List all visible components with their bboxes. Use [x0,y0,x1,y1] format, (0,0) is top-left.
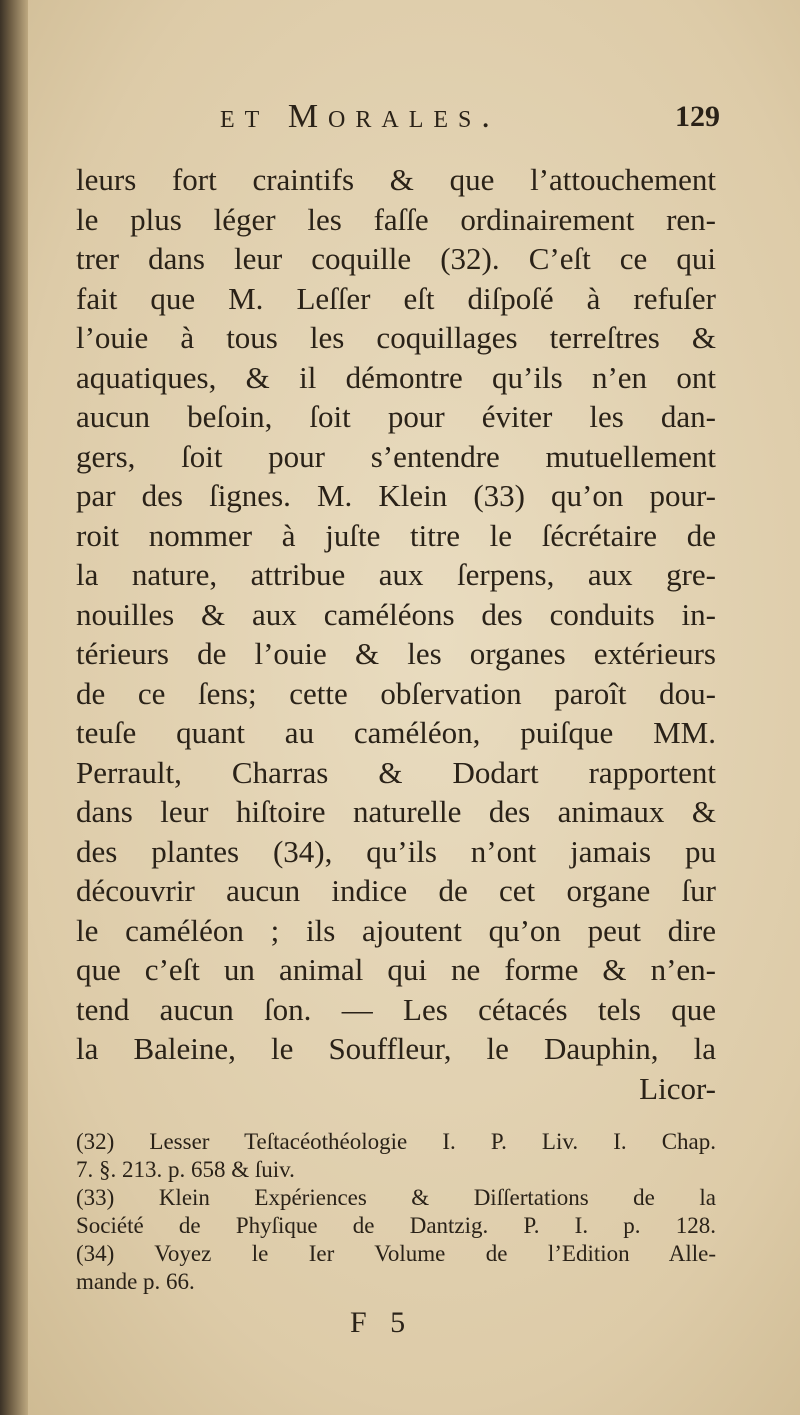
footnote-line: (33) Klein Expériences & Diſſertations de la [76,1185,716,1210]
footnote-line: (32) Lesser Teſtacéothéologie I. P. Liv. I. Chap. [76,1129,716,1154]
text-line: le plus léger les faſſe ordinairement ren- [76,201,716,237]
text-line: des plantes (34), qu’ils n’ont jamais pu [76,833,716,869]
footnote-line: mande p. 66. [76,1269,195,1294]
text-line: tend aucun ſon. — Les cétacés tels que [76,991,716,1027]
footnotes [76,1128,716,1296]
catchword-line: Licor- [639,1070,716,1106]
text-line: de ce ſens; cette obſervation paroît dou- [76,675,716,711]
text-line: la Baleine, le Souffleur, le Dauphin, la [76,1031,716,1066]
book-spine-shadow [0,0,28,1415]
text-line: aucun beſoin, ſoit pour éviter les dan- [76,399,716,434]
text-line: teuſe quant au caméléon, puiſque MM. [76,715,716,750]
page-header [80,98,720,142]
text-line: dans leur hiſtoire naturelle des animaux & [76,794,716,829]
text-line: trer dans leur coquille (32). C’eſt ce qui [76,241,716,276]
text-line: leurs fort craintifs & que l’attouchement [76,162,716,197]
signature-mark: F 5 [350,1306,414,1339]
text-line: térieurs de l’ouie & les organes extérieurs [76,636,716,671]
footnote-line: (34) Voyez le Ier Volume de l’Edition Alle- [76,1241,716,1266]
text-line: découvrir aucun indice de cet organe ſur [76,873,716,908]
text-line: que c’eſt un animal qui ne forme & n’en- [76,952,716,987]
footnote-line: 7. §. 213. p. 658 & ſuiv. [76,1157,295,1182]
text-line: aquatiques, & il démontre qu’ils n’en ont [76,359,716,395]
page-number: 129 [675,100,720,133]
text-line: nouilles & aux caméléons des conduits in- [76,596,716,632]
text-line: roit nommer à juſte titre le ſécrétaire de [76,517,716,553]
text-line: la nature, attribue aux ſerpens, aux gre- [76,557,716,592]
text-line: l’ouie à tous les coquillages terreſtres & [76,320,716,355]
text-line: Perrault, Charras & Dodart rapportent [76,754,716,790]
text-line: le caméléon ; ils ajoutent qu’on peut dire [76,912,716,948]
text-line: par des ſignes. M. Klein (33) qu’on pour- [76,478,716,513]
running-title: et Morales. [220,98,500,135]
main-text [76,160,716,1108]
text-line: gers, ſoit pour s’entendre mutuellement [76,438,716,474]
footnote-line: Société de Phyſique de Dantzig. P. I. p. 128. [76,1213,716,1238]
text-line: fait que M. Leſſer eſt diſpoſé à refuſer [76,280,716,316]
